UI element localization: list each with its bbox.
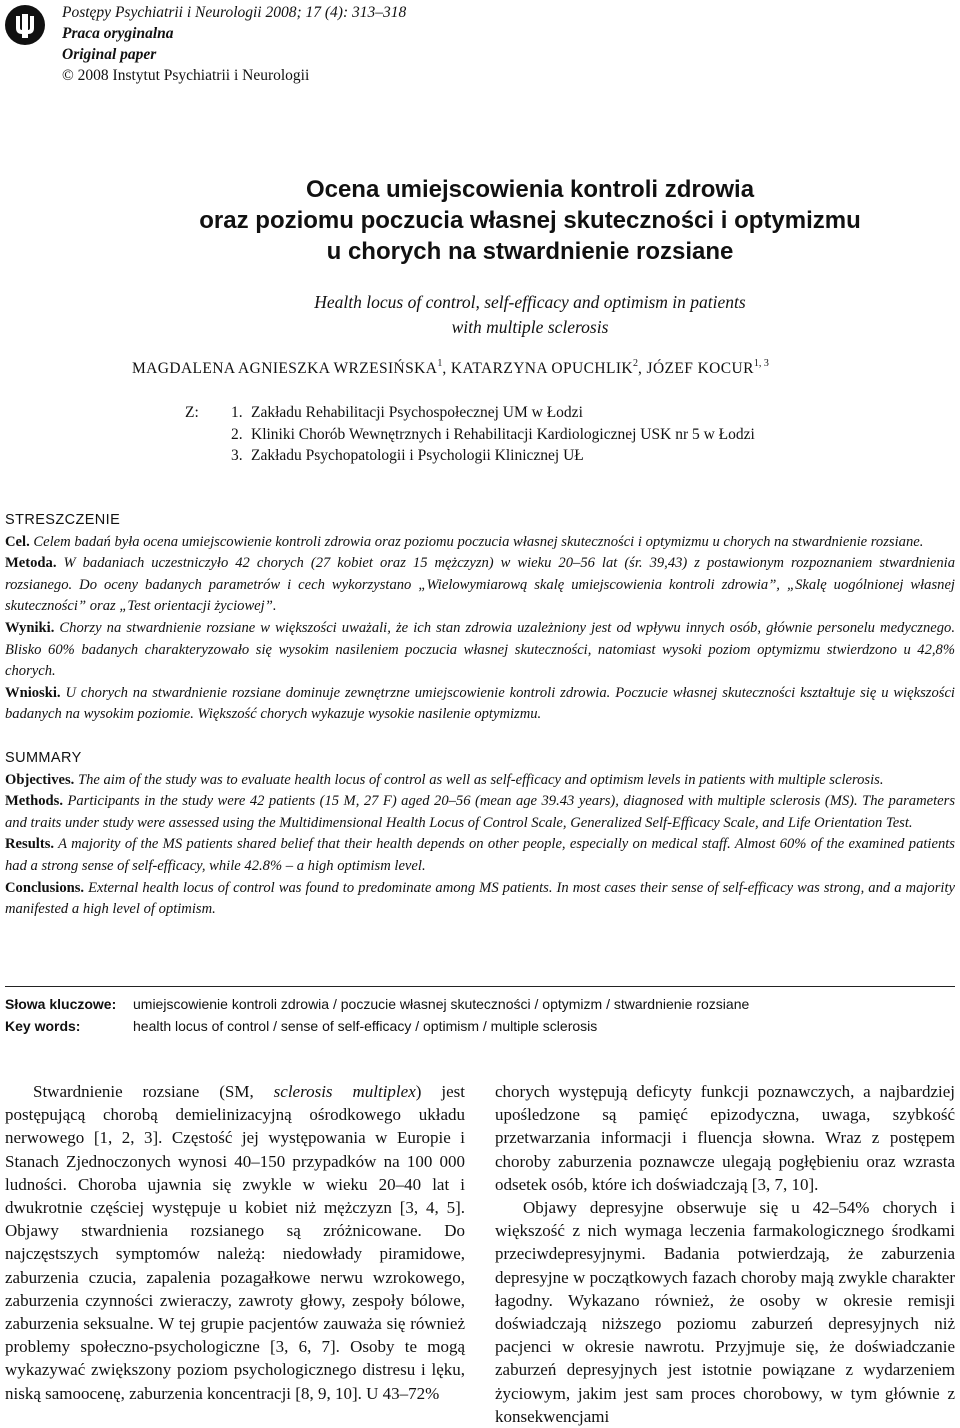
summary-objectives [5, 770, 955, 792]
affiliation-3: Zakładu Psychopatologii i Psychologii Klinicznej UŁ [251, 447, 584, 464]
results-text: A majority of the MS patients shared belief that their health depends on other people, especially on medical staff. Almost 60% of the examined patients had a strong sense of self-efficacy, while 42.8% – a high optimism level. [5, 836, 955, 874]
affiliation-num: 2. [231, 425, 243, 443]
metoda-label: Metoda. [5, 555, 57, 572]
wyniki-label: Wyniki. [5, 619, 55, 636]
cel-text: Celem badań była ocena umiejscowienie kontroli zdrowia oraz poziomu poczucia własnej skuteczności i optymizmu u chorych na stwardnienie rozsiane. [29, 533, 924, 550]
publisher-logo-icon [4, 4, 46, 46]
body-column-left [5, 1080, 465, 1405]
wnioski-label: Wnioski. [5, 684, 61, 701]
affiliation-num: 3. [231, 447, 243, 464]
objectives-text: The aim of the study was to evaluate health locus of control as well as self-efficacy and optimism levels in patients with multiple sclerosis. [74, 771, 884, 788]
journal-header [62, 2, 406, 86]
keywords-pl: umiejscowienie kontroli zdrowia / poczucie własnej skuteczności / optymizm / stwardnienie rozsiane [133, 996, 750, 1012]
affiliations [185, 402, 755, 467]
body-text: ) jest postępującą chorobą demielinizacyjną ośrodkowego układu nerwowego [1, 2, 3]. Częstość jej występowania w Europie i Stanach Zjednoczonych wynosi 40–150 przypadków na 100 000 ludności. Choroba ujawnia się zwykle w wieku 20–40 lat i dwukrotnie częściej występuje u kobiet niż mężczyzn [3, 4, 5]. Objawy stwardnienia rozsianego są zróżnicowane. Do najczęstszych symptomów należą: niedowłady piramidowe, zaburzenia czucia, zapalenia pozagałkowe nerwu wzrokowego, zaburzenia czynności zwieraczy, zawroty głowy, zespoły bólowe, zaburzenia seksualne. W tej grupie pacjentów zauważa się również problemy społeczno-psychologiczne [3, 6, 7]. Osoby te mogą wykazywać zwiększony poziom psychologicznego distresu i lęku, niską samoocenę, zaburzenia koncentracji [8, 9, 10]. U 43–72% [5, 1082, 465, 1403]
wyniki-text: Chorzy na stwardnienie rozsiane w większości uważali, że ich stan zdrowia uzależniony jest od wpływu innych osób, głównie personelu medycznego. Blisko 60% badanych charakteryzowało się wysokim nasileniem poczucia własnej skuteczności, natomiast wysoki poziom optymizmu stwierdzono u 42,8% chorych. [5, 619, 955, 680]
affiliation-1: Zakładu Rehabilitacji Psychospołecznej UM w Łodzi [251, 404, 583, 421]
metoda-text: W badaniach uczestniczyło 42 chorych (27 kobiet oraz 15 mężczyzn) w wieku 20–56 lat (śr. 39,43) z postawionym rozpoznaniem stwardnienia rozsianego. Do oceny badanych parametrów i cech wykorzystano „Wielowymiarową skalę umiejscowienia kontroli zdrowia”, „Skalę uogólnionej własnej skuteczności” oraz „Test orientacji życiowej”. [5, 555, 955, 615]
body-column-right [495, 1080, 955, 1428]
streszczenie-wyniki [5, 618, 955, 683]
streszczenie-wnioski [5, 683, 955, 726]
keywords-en-label: Key words: [5, 1017, 81, 1034]
affiliation-label: Z: [185, 404, 199, 421]
divider [5, 986, 955, 987]
title-line-3: u chorych na stwardnienie rozsiane [326, 238, 734, 265]
keywords-pl-label: Słowa kluczowe: [5, 996, 117, 1012]
streszczenie-metoda [5, 553, 955, 618]
body-paragraph: Objawy depresyjne obserwuje się u 42–54% chorych i większość z nich wymaga leczenia farmakologicznego środkami przeciwdepresyjnymi. Badania potwierdzają, że zaburzenia depresyjne w początkowych fazach choroby mają zwykle charakter łagodny. Wykazano również, że osoby w okresie remisji doświadczają niższego poziomu zaburzeń depresyjnych niż pacjenci w okresie nawrotu. Przyjmuje się, że doświadczanie zaburzeń depresyjnych jest istotnie powiązane z wydarzeniem życiowym, jakim jest sam proces chorobowy, w tym głównie z konsekwencjami [495, 1198, 955, 1426]
subtitle-line-1: Health locus of control, self-efficacy and optimism in patients [314, 292, 746, 312]
streszczenie-cel [5, 532, 955, 554]
conclusions-label: Conclusions. [5, 879, 85, 896]
paper-type-pl: Praca oryginalna [62, 25, 174, 42]
author-3-affil: 1, 3 [753, 358, 769, 369]
objectives-label: Objectives. [5, 771, 75, 788]
author-1-affil: 1 [437, 358, 443, 369]
summary-conclusions [5, 878, 955, 921]
author-2-affil: 2 [632, 358, 638, 369]
summary-results [5, 834, 955, 877]
conclusions-text: External health locus of control was found to predominate among MS patients. In most cases their sense of self-efficacy was strong, and a majority manifested a high level of optimism. [5, 879, 955, 918]
title-line-2: oraz poziomu poczucia własnej skuteczności i optymizmu [199, 207, 861, 234]
streszczenie-heading: STRESZCZENIE [5, 512, 121, 528]
wnioski-text: U chorych na stwardnienie rozsiane dominuje zewnętrzne umiejscowienie kontroli zdrowia. Poczucie własnej skuteczności kształtuje się u większości badanych na wysokim poziomie. Większość chorych wykazuje wysokie nasilenie optymizmu. [5, 684, 955, 723]
author-1: MAGDALENA AGNIESZKA WRZESIŃSKA [132, 360, 438, 377]
affiliation-num: 1. [231, 404, 243, 421]
body-text-italic: sclerosis multiplex [273, 1082, 416, 1101]
body-text: Stwardnienie rozsiane (SM, [33, 1082, 274, 1101]
title-line-1: Ocena umiejscowienia kontroli zdrowia [305, 176, 755, 203]
abstract-section [5, 510, 955, 921]
body-paragraph [5, 1080, 465, 1405]
copyright-notice: © 2008 Instytut Psychiatrii i Neurologii [62, 67, 310, 84]
author-2: , KATARZYNA OPUCHLIK [442, 360, 633, 377]
summary-methods [5, 791, 955, 834]
author-list [132, 358, 769, 378]
cel-label: Cel. [5, 533, 30, 550]
summary-heading: SUMMARY [5, 749, 82, 766]
keywords-en: health locus of control / sense of self-efficacy / optimism / multiple sclerosis [133, 1017, 598, 1034]
journal-citation: Postępy Psychiatrii i Neurologii 2008; 17 (4): 313–318 [62, 4, 407, 21]
body-paragraph: chorych występują deficyty funkcji poznawczych, a najbardziej upośledzone są pamięć epizodyczna, uwaga, szybkość przetwarzania informacji i fluencja słowna. Wraz z postępem choroby zaburzenia poznawcze ulegają pogłębieniu oraz wzrasta odsetek osób, które ich doświadczają [3, 7, 10]. [495, 1082, 955, 1194]
methods-text: Participants in the study were 42 patients (15 M, 27 F) aged 20–56 (mean age 39.43 years), diagnosed with multiple sclerosis (MS). The parameters and traits under study were assessed using the Multidimensional Health Locus of Control Scale, Generalized Self-Efficacy Scale, and Life Orientation Test. [5, 793, 955, 831]
affiliation-2: Kliniki Chorób Wewnętrznych i Rehabilitacji Kardiologicznej USK nr 5 w Łodzi [251, 425, 755, 443]
subtitle-line-2: with multiple sclerosis [451, 317, 609, 337]
keywords-section [5, 994, 749, 1037]
article-subtitle [100, 290, 960, 340]
paper-type-en: Original paper [62, 46, 157, 63]
author-3: , JÓZEF KOCUR [637, 360, 754, 377]
methods-label: Methods. [5, 793, 63, 810]
results-label: Results. [5, 836, 55, 853]
article-title [0, 174, 960, 267]
